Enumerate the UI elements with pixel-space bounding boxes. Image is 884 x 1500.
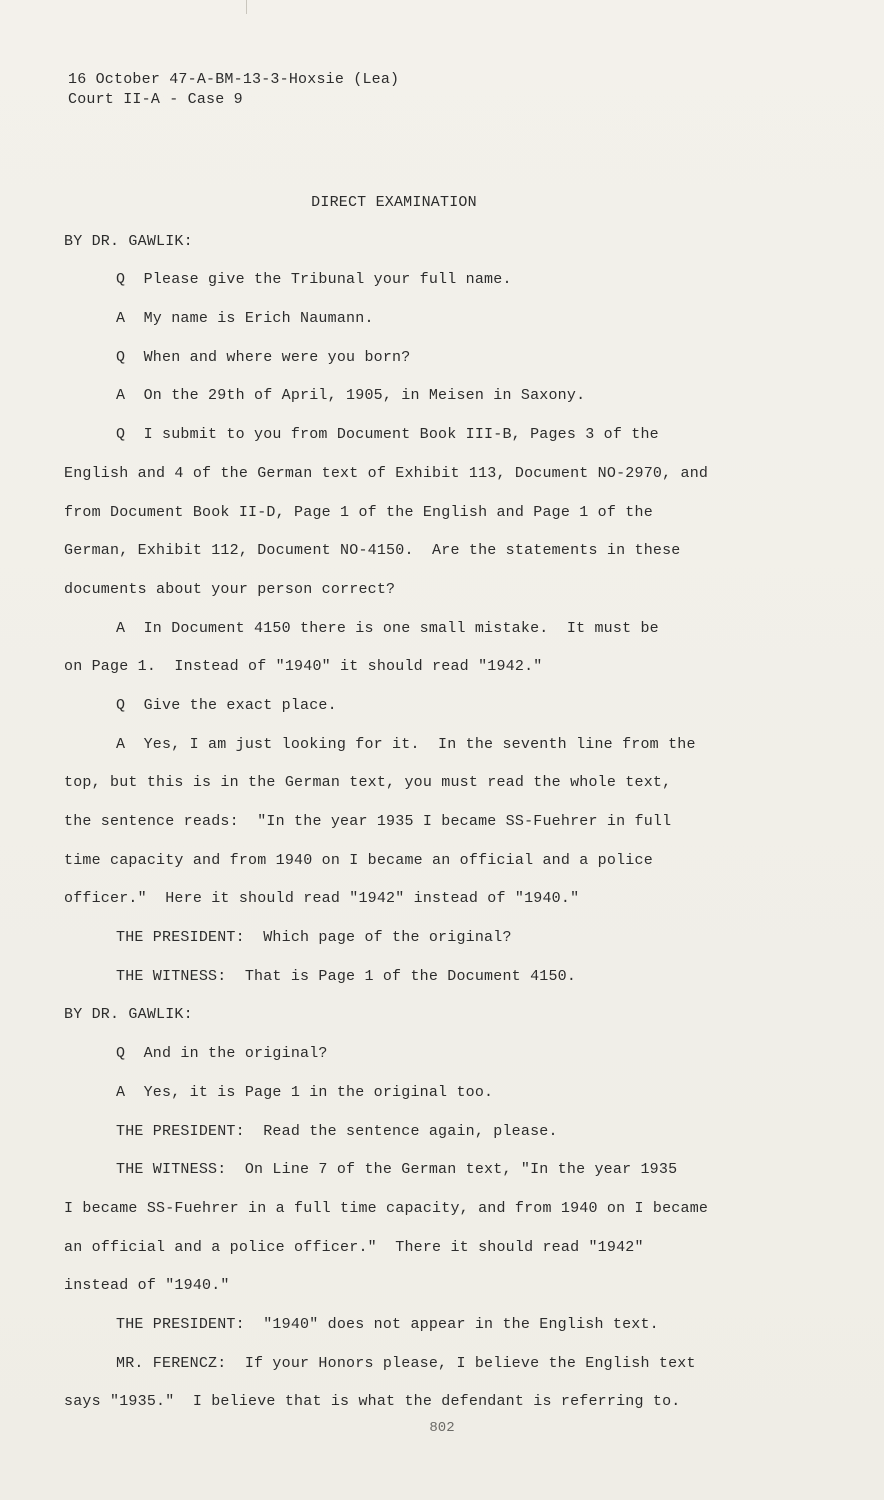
continuation-line: documents about your person correct? bbox=[64, 580, 396, 598]
continuation-line: the sentence reads: "In the year 1935 I became SS-Fuehrer in full bbox=[64, 813, 672, 830]
continuation-line: officer." Here it should read "1942" instead of "1940." bbox=[64, 890, 580, 908]
continuation-line: time capacity and from 1940 on I became an official and a police bbox=[64, 851, 653, 869]
continuation-line: top, but this is in the German text, you must read the whole text, bbox=[64, 774, 672, 792]
question-line: Q And in the original? bbox=[116, 1045, 328, 1063]
speaker-line: THE PRESIDENT: "1940" does not appear in the English text. bbox=[116, 1315, 659, 1333]
margin-mark bbox=[246, 0, 247, 14]
page-number: 802 bbox=[429, 1420, 455, 1436]
answer-line: A In Document 4150 there is one small mistake. It must be bbox=[116, 619, 659, 637]
continuation-line: I became SS-Fuehrer in a full time capacity, and from 1940 on I became bbox=[64, 1199, 709, 1217]
continuation-line: says "1935." I believe that is what the defendant is referring to. bbox=[64, 1393, 681, 1411]
transcript-body bbox=[64, 184, 764, 1422]
continuation-line: German, Exhibit 112, Document NO-4150. Are the statements in these bbox=[64, 542, 681, 560]
speaker-line: THE WITNESS: That is Page 1 of the Document 4150. bbox=[116, 967, 577, 985]
header-line-1: 16 October 47-A-BM-13-3-Hoxsie (Lea) bbox=[68, 71, 400, 88]
speaker-line: MR. FERENCZ: If your Honors please, I believe the English text bbox=[116, 1354, 696, 1372]
question-line: Q When and where were you born? bbox=[116, 348, 411, 366]
continuation-line: on Page 1. Instead of "1940" it should read "1942." bbox=[64, 658, 543, 676]
continuation-line: from Document Book II-D, Page 1 of the English and Page 1 of the bbox=[64, 503, 653, 521]
examiner-heading: BY DR. GAWLIK: bbox=[64, 232, 193, 250]
section-title: DIRECT EXAMINATION bbox=[311, 194, 477, 211]
continuation-line: an official and a police officer." There it should read "1942" bbox=[64, 1238, 644, 1256]
speaker-line: THE WITNESS: On Line 7 of the German text, "In the year 1935 bbox=[116, 1161, 678, 1179]
speaker-line: THE PRESIDENT: Read the sentence again, please. bbox=[116, 1122, 558, 1140]
examiner-heading: BY DR. GAWLIK: bbox=[64, 1006, 193, 1024]
question-line: Q Give the exact place. bbox=[116, 696, 337, 714]
answer-line: A Yes, I am just looking for it. In the seventh line from the bbox=[116, 735, 696, 753]
question-line: Q Please give the Tribunal your full name. bbox=[116, 271, 512, 289]
document-header bbox=[68, 70, 399, 110]
continuation-line: English and 4 of the German text of Exhibit 113, Document NO-2970, and bbox=[64, 464, 709, 482]
continuation-line: instead of "1940." bbox=[64, 1277, 230, 1295]
answer-line: A On the 29th of April, 1905, in Meisen in Saxony. bbox=[116, 387, 586, 405]
speaker-line: THE PRESIDENT: Which page of the original? bbox=[116, 929, 512, 947]
question-line: Q I submit to you from Document Book III-B, Pages 3 of the bbox=[116, 426, 659, 444]
header-line-2: Court II-A - Case 9 bbox=[68, 91, 243, 108]
answer-line: A Yes, it is Page 1 in the original too. bbox=[116, 1083, 494, 1101]
answer-line: A My name is Erich Naumann. bbox=[116, 310, 374, 328]
